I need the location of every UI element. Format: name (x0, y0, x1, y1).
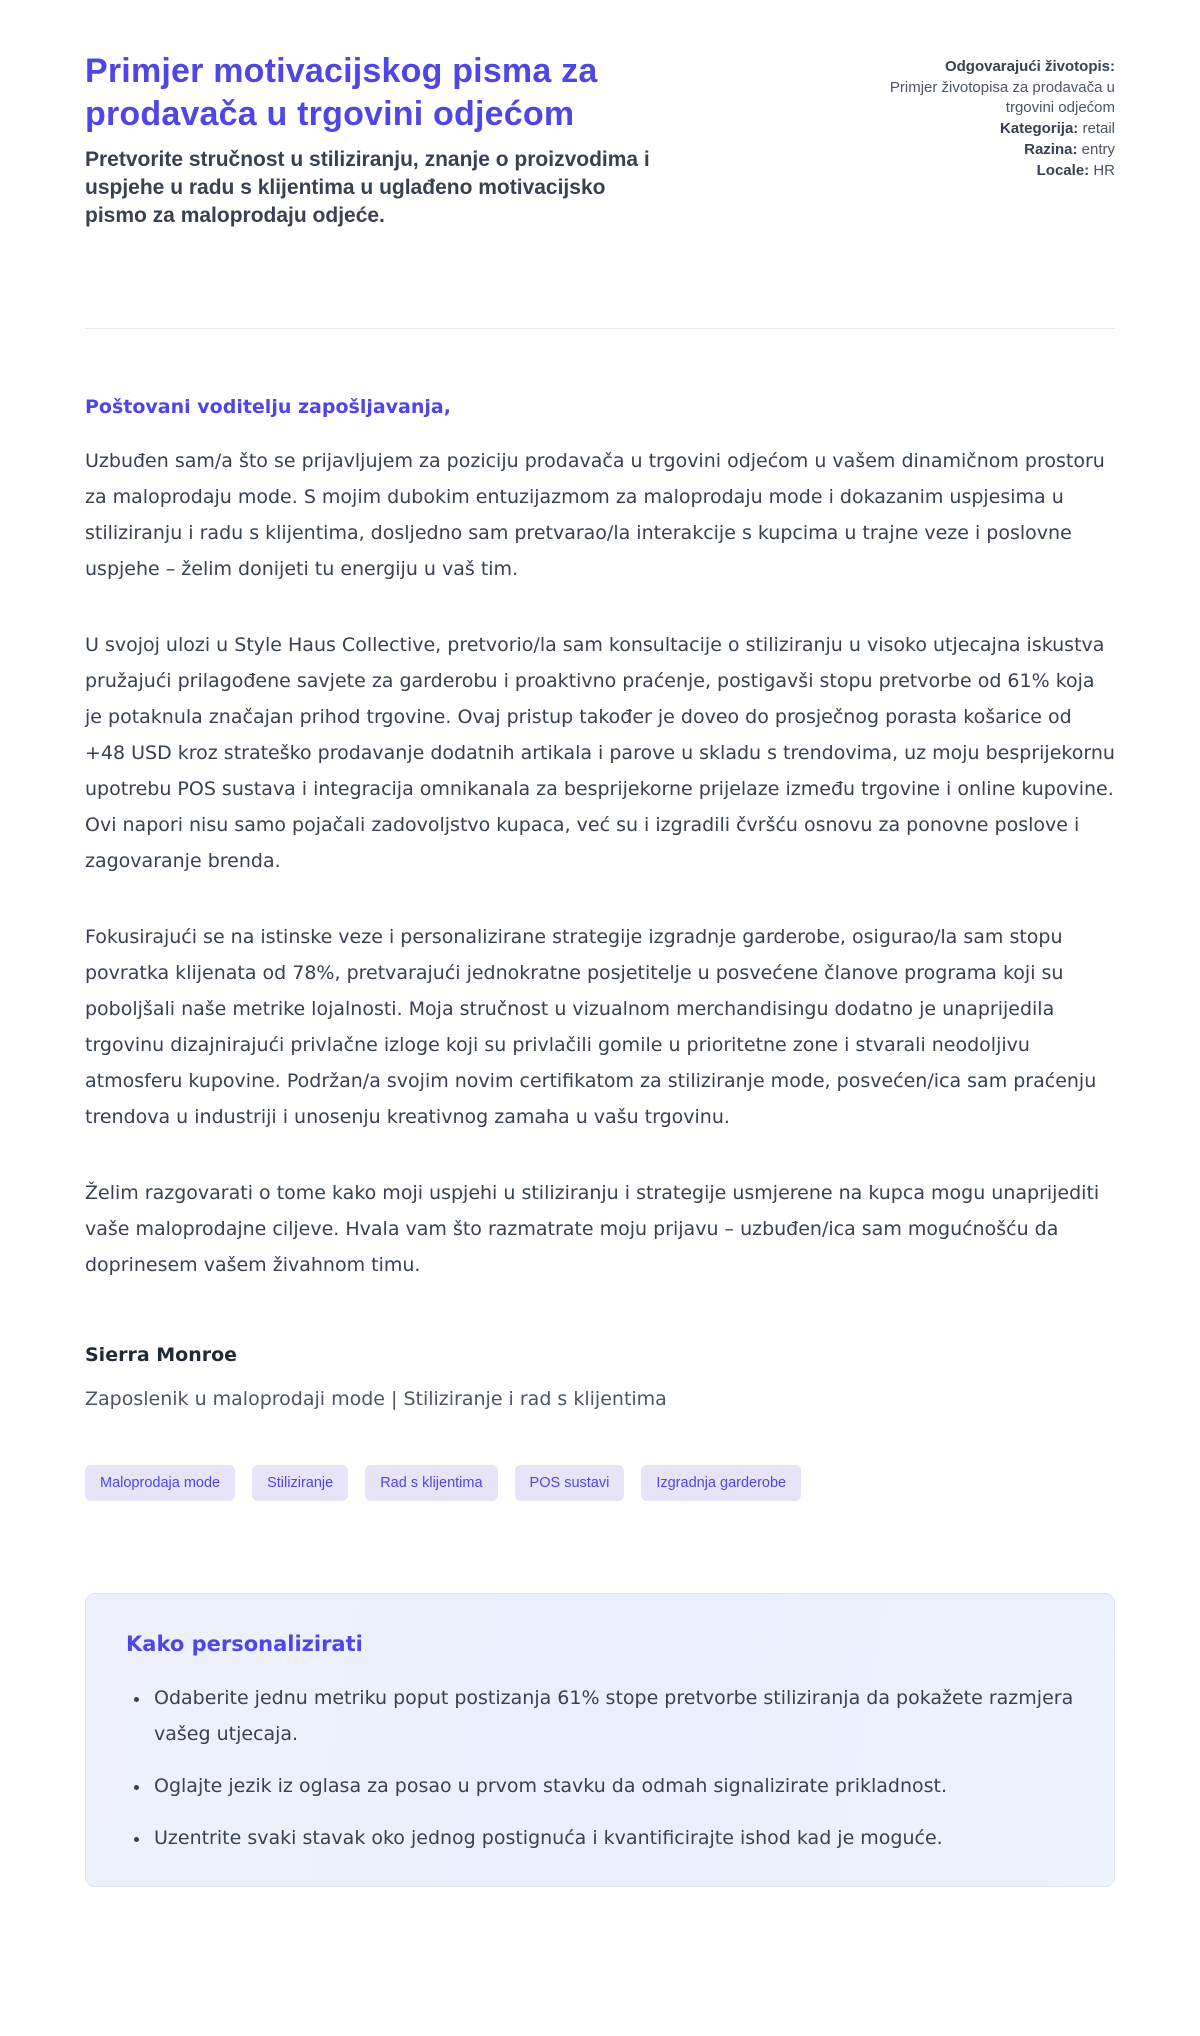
letter-paragraph-3: Fokusirajući se na istinske veze i personalizirane strategije izgradnje garderobe, osigurao/la sam stopu povratka klijenata od 78%, pretvarajući jednokratne posjetitelje u posvećene članove programa koji su poboljšali naše metrike lojalnosti. Moja stručnost u vizualnom merchandisingu dodatno je unaprijedila trgovinu dizajnirajući privlačne izloge koji su privlačili gomile u prioritetne zone i stvarali neodoljivu atmosferu kupovine. Podržan/a svojim novim certifikatom za stiliziranje mode, posvećen/ica sam praćenju trendova u industriji i unosenju kreativnog zamaha u vašu trgovinu. (85, 926, 1097, 1128)
header-title-block (85, 50, 695, 230)
meta-field-level: Razina: entry (1024, 141, 1115, 158)
meta-panel (865, 50, 1115, 181)
tip-item-2: • Oglajte jezik iz oglasa za posao u prvom stavku da odmah signalizirate prikladnost. (150, 1768, 1074, 1804)
tag-chip-rad-s-klijentima[interactable]: Rad s klijentima (365, 1465, 497, 1501)
tips-list (126, 1680, 1074, 1856)
page-subtitle: Pretvorite stručnost u stiliziranju, znanje o proizvodima i uspjehe u radu s klijentima u uglađeno motivacijsko pismo za maloprodaju odjeće. (85, 148, 650, 227)
meta-field-locale: Locale: HR (1036, 162, 1115, 179)
signature-role: Zaposlenik u maloprodaji mode | Stiliziranje i rad s klijentima (85, 1388, 667, 1410)
letter-paragraph-2: U svojoj ulozi u Style Haus Collective, pretvorio/la sam konsultacije o stiliziranju u visoko utjecajna iskustva pružajući prilagođene savjete za garderobu i proaktivno praćenje, postigavši stopu pretvorbe od 61% koja je potaknula značajan prihod trgovine. Ovaj pristup također je doveo do prosječnog porasta košarice od +48 USD kroz strateško prodavanje dodatnih artikala i parove u skladu s trendovima, uz moju besprijekornu upotrebu POS sustava i integracija omnikanala za besprijekorne prijelaze između trgovine i online kupovine. Ovi napori nisu samo pojačali zadovoljstvo kupaca, već su i izgradili čvršću osnovu za ponovne poslove i zagovaranje brenda. (85, 634, 1115, 872)
header-divider (85, 328, 1115, 329)
tag-chip-izgradnja-garderobe[interactable]: Izgradnja garderobe (641, 1465, 801, 1501)
letter-greeting: Poštovani voditelju zapošljavanja, (85, 396, 451, 418)
letter-paragraph-4: Želim razgovarati o tome kako moji uspjehi u stiliziranju i strategije usmjerene na kupca mogu unaprijediti vaše maloprodajne ciljeve. Hvala vam što razmatrate moju prijavu – uzbuđen/ica sam mogućnošću da doprinesem vašem živahnom timu. (85, 1182, 1100, 1276)
matching-resume-value: Primjer životopisa za prodavača u trgovini odjećom (889, 79, 1115, 116)
skill-tag-list (85, 1465, 1115, 1501)
signature-name: Sierra Monroe (85, 1344, 238, 1366)
page-header (85, 50, 1115, 230)
tip-item-1: • Odaberite jednu metriku poput postizanja 61% stope pretvorbe stiliziranja da pokažete razmjera vašeg utjecaja. (150, 1680, 1074, 1752)
tip-item-3: • Uzentrite svaki stavak oko jednog postignuća i kvantificirajte ishod kad je moguće. (150, 1820, 1074, 1856)
letter-body (85, 393, 1115, 1413)
page-title: Primjer motivacijskog pisma za prodavača u trgovini odjećom (85, 52, 598, 133)
personalization-tips-box (85, 1593, 1115, 1887)
tag-chip-maloprodaja-mode[interactable]: Maloprodaja mode (85, 1465, 235, 1501)
tips-heading: Kako personalizirati (126, 1632, 363, 1656)
tag-chip-stiliziranje[interactable]: Stiliziranje (252, 1465, 348, 1501)
tag-chip-pos-sustavi[interactable]: POS sustavi (515, 1465, 625, 1501)
meta-field-category: Kategorija: retail (999, 120, 1115, 137)
letter-paragraph-1: Uzbuđen sam/a što se prijavljujem za poziciju prodavača u trgovini odjećom u vašem dinamičnom prostoru za maloprodaju mode. S mojim dubokim entuzijazmom za maloprodaju mode i dokazanim uspjesima u stiliziranju i radu s klijentima, dosljedno sam pretvarao/la interakcije s kupcima u trajne veze i poslovne uspjehe – želim donijeti tu energiju u vaš tim. (85, 450, 1105, 580)
matching-resume-label: Odgovarajući životopis: (944, 58, 1115, 75)
